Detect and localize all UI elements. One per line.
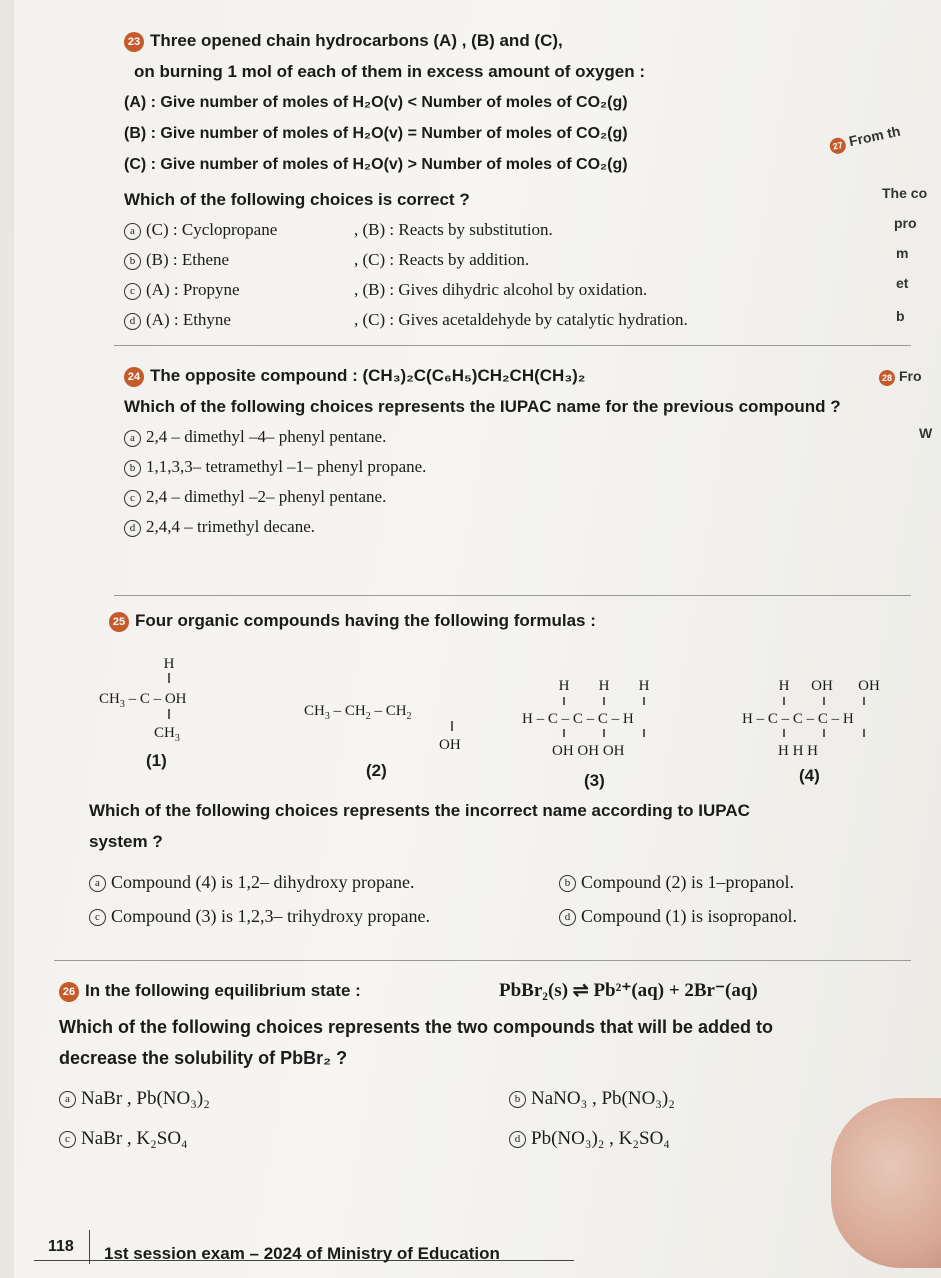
- svg-text:CH3: $CH_3$: [154, 725, 180, 744]
- side-option: b: [896, 308, 905, 324]
- equilibrium-equation: PbBr₂(s) ⇌ Pb²⁺(aq) + 2Br⁻(aq): [499, 980, 758, 1001]
- condition-c: (C) : Give number of moles of H₂O(v) > Number of moles of CO₂(g): [124, 156, 628, 173]
- question-25-prompt: [89, 795, 901, 935]
- condition-b: (B) : Give number of moles of H₂O(v) = Number of moles of CO₂(g): [124, 125, 628, 142]
- compound-label-3: (3): [584, 771, 605, 790]
- compound-label-1: (1): [146, 751, 167, 770]
- option-text: NaBr , Pb(NO₃)₂: [81, 1088, 210, 1109]
- svg-text:H: H: [778, 678, 790, 694]
- option-b[interactable]: [559, 867, 794, 897]
- side-text: W: [919, 425, 933, 441]
- option-text: , (B) : Gives dihydric alcohol by oxidation.: [354, 280, 648, 299]
- question-25: [109, 605, 901, 636]
- svg-text:H: H: [638, 678, 650, 694]
- question-number: 24: [124, 367, 144, 387]
- option-circle: c: [59, 1131, 76, 1148]
- option-text: Compound (2) is 1–propanol.: [581, 872, 794, 892]
- divider: [114, 345, 911, 346]
- footer-text: 1st session exam – 2024 of Ministry of Education: [104, 1244, 500, 1263]
- option-circle: c: [124, 283, 141, 300]
- option-circle: d: [124, 520, 141, 537]
- option-circle: c: [89, 909, 106, 926]
- options-list: [89, 867, 901, 935]
- option-text: NaBr , K₂SO₄: [81, 1128, 188, 1149]
- option-text: (A) : Ethyne: [146, 310, 231, 329]
- option-circle: a: [89, 875, 106, 892]
- option-b[interactable]: [124, 452, 871, 482]
- side-option: et: [896, 275, 909, 291]
- options-list: [124, 422, 871, 542]
- option-text: Pb(NO₃)₂ , K₂SO₄: [531, 1128, 670, 1149]
- option-c[interactable]: [89, 906, 430, 926]
- question-23: [124, 25, 871, 335]
- question-prompt: Which of the following choices is correct ?: [124, 190, 470, 209]
- thumb-photo-artifact: [831, 1098, 941, 1268]
- option-circle: a: [124, 223, 141, 240]
- svg-text:OH: OH: [811, 678, 833, 694]
- svg-text:H – C – C – C – H: H – C – C – C – H: [742, 711, 854, 727]
- question-number: 23: [124, 32, 144, 52]
- svg-text:CH3 – CH2 – CH2: $CH_3 - CH_2 - CH_2$: [304, 703, 412, 722]
- footer-divider: [89, 1230, 90, 1264]
- option-circle: b: [559, 875, 576, 892]
- compound-label-4: (4): [799, 766, 820, 785]
- compound-2: [304, 703, 461, 753]
- option-circle: b: [124, 460, 141, 477]
- svg-text:CH3 – C – OH: $CH_3$ – C – OH: [99, 691, 187, 710]
- question-number: 26: [59, 982, 79, 1002]
- side-question-28: [879, 368, 922, 386]
- compound-3: [522, 678, 650, 759]
- svg-text:H: H: [163, 656, 175, 672]
- option-circle: d: [124, 313, 141, 330]
- svg-text:H: H: [558, 678, 570, 694]
- page-number: 118: [48, 1238, 74, 1255]
- option-d[interactable]: [124, 305, 871, 335]
- option-text: (A) : Propyne: [146, 280, 240, 299]
- side-text: Fro: [899, 368, 922, 384]
- condition-a: (A) : Give number of moles of H₂O(v) < Number of moles of CO₂(g): [124, 94, 628, 111]
- option-d[interactable]: [509, 1124, 670, 1154]
- option-a[interactable]: [124, 422, 871, 452]
- side-text: The co: [882, 185, 928, 201]
- question-prompt: decrease the solubility of PbBr₂ ?: [59, 1048, 348, 1068]
- question-title: The opposite compound : (CH₃)₂C(C₆H₅)CH₂CH(CH₃)₂: [150, 366, 586, 385]
- svg-text:OH: OH: [858, 678, 880, 694]
- option-c[interactable]: [124, 275, 871, 305]
- option-d[interactable]: [559, 901, 797, 931]
- side-option: pro: [894, 215, 917, 231]
- option-circle: a: [124, 430, 141, 447]
- question-prompt: Which of the following choices represents the IUPAC name for the previous compound ?: [124, 397, 841, 416]
- option-text: Compound (4) is 1,2– dihydroxy propane.: [111, 872, 415, 892]
- option-text: NaNO₃ , Pb(NO₃)₂: [531, 1088, 675, 1109]
- option-circle: b: [509, 1091, 526, 1108]
- option-text: (C) : Cyclopropane: [146, 220, 278, 239]
- options-list: [124, 215, 871, 335]
- option-circle: d: [559, 909, 576, 926]
- exam-page: [14, 0, 941, 1278]
- option-text: 2,4,4 – trimethyl decane.: [146, 517, 316, 536]
- option-text: , (C) : Reacts by addition.: [354, 250, 530, 269]
- svg-text:H H H: H H H: [778, 743, 818, 759]
- compound-4: [742, 678, 880, 759]
- option-d[interactable]: [124, 512, 871, 542]
- option-c[interactable]: [124, 482, 871, 512]
- question-prompt: Which of the following choices represents the two compounds that will be added to: [59, 1017, 774, 1037]
- option-row: [89, 901, 901, 935]
- option-row: [59, 1124, 916, 1164]
- option-circle: d: [509, 1131, 526, 1148]
- option-text: Compound (1) is isopropanol.: [581, 906, 797, 926]
- option-text: (B) : Ethene: [146, 250, 230, 269]
- option-circle: c: [124, 490, 141, 507]
- compound-1: [99, 656, 187, 744]
- divider: [114, 595, 911, 596]
- option-b[interactable]: [509, 1084, 675, 1114]
- question-title: Three opened chain hydrocarbons (A) , (B) and (C),: [150, 31, 563, 50]
- option-a[interactable]: [89, 872, 414, 892]
- question-number: 25: [109, 612, 129, 632]
- option-text: , (C) : Gives acetaldehyde by catalytic hydration.: [354, 310, 688, 329]
- svg-text:OH OH OH: OH OH OH: [552, 743, 625, 759]
- divider: [54, 960, 911, 961]
- option-row: [59, 1084, 916, 1124]
- option-row: [89, 867, 901, 901]
- question-24: [124, 360, 871, 542]
- option-text: 1,1,3,3– tetramethyl –1– phenyl propane.: [146, 457, 427, 476]
- option-circle: a: [59, 1091, 76, 1108]
- option-a[interactable]: [124, 215, 871, 245]
- svg-text:H: H: [598, 678, 610, 694]
- question-line: on burning 1 mol of each of them in excess amount of oxygen :: [134, 62, 646, 81]
- question-prompt: system ?: [89, 832, 163, 851]
- question-title: In the following equilibrium state :: [85, 981, 361, 1000]
- question-number: 27: [828, 136, 847, 155]
- question-number: 28: [879, 370, 895, 386]
- option-text: , (B) : Reacts by substitution.: [354, 220, 553, 239]
- option-text: Compound (3) is 1,2,3– trihydroxy propane.: [111, 906, 430, 926]
- question-title: Four organic compounds having the following formulas :: [135, 611, 596, 630]
- svg-text:OH: OH: [439, 737, 461, 753]
- option-b[interactable]: [124, 245, 871, 275]
- option-c[interactable]: [59, 1128, 188, 1149]
- structural-formulas: [94, 645, 894, 785]
- question-prompt: Which of the following choices represents the incorrect name according to IUPAC: [89, 801, 750, 820]
- side-option: m: [896, 245, 909, 261]
- compound-label-2: (2): [366, 761, 387, 780]
- question-26: [59, 975, 916, 1164]
- option-text: 2,4 – dimethyl –2– phenyl pentane.: [146, 487, 387, 506]
- option-text: 2,4 – dimethyl –4– phenyl pentane.: [146, 427, 387, 446]
- options-list: [59, 1084, 916, 1164]
- option-a[interactable]: [59, 1088, 210, 1109]
- side-text: From th: [847, 122, 902, 150]
- svg-text:H – C – C – C – H: H – C – C – C – H: [522, 711, 634, 727]
- option-circle: b: [124, 253, 141, 270]
